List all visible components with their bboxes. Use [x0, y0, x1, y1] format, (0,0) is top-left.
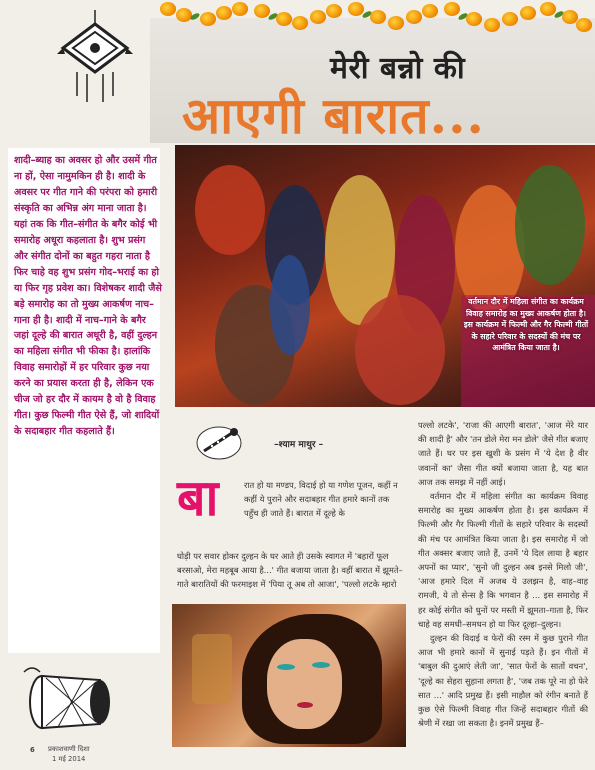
- dholak-icon: [22, 662, 120, 740]
- lantern-icon: [55, 10, 135, 105]
- article-col1-top: रात हो या मण्डप, विदाई हो या गणेश पूजन, कहीं न कहीं ये पुराने और सदाबहार गीत हमारे कानों तक पहुँच ही जाते हैं। बारात में दूल्हे के: [244, 480, 398, 519]
- bride-closeup-photo: [172, 604, 406, 747]
- article-paragraph: पल्लो लटके', 'राजा की आएगी बारात', 'आज मेरे यार की शादी है' और 'तन डोले मेरा मन डोले' जैसे गीत बजाए जाते हैं। घर पर इस खुशी के प्रसंग में 'ये देश है वीर जवानों का' जैसा गीत क्यों बजाया जाता है, यह बात आज तक समझ में नहीं आई।: [418, 420, 588, 487]
- article-paragraph: दुल्हन की विदाई व फेरों की रस्म में कुछ पुराने गीत आज भी हमारे कानों में सुनाई पड़ते हैं। इन गीतों में 'बाबुल की दुआएं लेती जा', 'सात फेरों के सातों वचन', 'दूल्हे का सेहरा सुहाना लगता है', 'जब तक पूरे ना हो फेरे सात ...' आदि प्रमुख हैं। इसी माहौल को रंगीन बनाते हैं कुछ ऐसे फिल्मी विवाह गीत जिन्हें सदाबहार गीतों की श्रेणी में रखा जा सकता है। इनमें प्रमुख हैं–: [418, 633, 588, 729]
- dropcap: बा: [177, 468, 219, 527]
- left-column-text: शादी–ब्याह का अवसर हो और उसमें गीत ना हों, ऐसा नामुमकिन ही है। शादी के अवसर पर गीत गाने की परंपरा को हमारी संस्कृति का अभिन्न अंग माना जाता है। यहां तक कि गीत–संगीत के बगैर कोई भी समारोह अधूरा कहलाता है। शुभ प्रसंग और संगीत दोनों का बहुत गहरा नाता है फिर चाहे वह शुभ प्रसंग गोद–भराई का हो या फिर गृह प्रवेश का। विशेषकर शादी जैसे बड़े समारोह का तो मुख्य आकर्षण नाच–गाना ही है। शादी में नाच–गाने के बगैर जहां दूल्हे की बारात अधूरी है, वहीं दुल्हन का महिला संगीत भी फीका है। हालांकि विवाह समारोहों में हर परिवार कुछ नया करने का प्रयास करता ही है, लेकिन एक चीज जो हर दौर में कायम है वो है विवाह गीत। कुछ फिल्मी गीत ऐसे हैं, जो शादियों के सदाबहार गीत कहलाते हैं।: [14, 155, 162, 438]
- article-paragraph: वर्तमान दौर में महिला संगीत का कार्यक्रम विवाह समारोह का मुख्य आकर्षण होता है। इस कार्यक्रम में फिल्मी और गैर फिल्मी गीतों के सहारे परिवार के सदस्यों की मंच पर आमंत्रित किया जाता है। इस समारोह में जो गीत अक्सर बजाए जाते हैं, उनमें 'ये दिल लाया है बहार अपनों का प्यार', 'सुनो जी दुल्हन अब इनसे मिलो जी', 'आज हमारे दिल में अजब ये उलझन है, वाह–वाह रामजी, ये तो सेन्स है कि भगवान है ... इस समारोह में हर कोई संगीत को धुनों पर मस्ती में झूमता–गाता है, फिर चाहे वह समधी–समधन हो या फिर दूल्हा–दुल्हन।: [418, 491, 588, 629]
- page-number: 6: [30, 746, 35, 754]
- marigold-garland: [150, 0, 595, 40]
- article-col2: [418, 418, 588, 730]
- publication-name: प्रकाशवाणी दिशा: [48, 745, 90, 753]
- photo-caption: वर्तमान दौर में महिला संगीत का कार्यक्रम विवाह समारोह का मुख्य आकर्षण होता है। इस कार्यक्रम में फिल्मी और गैर फिल्मी गीतों के सहारे परिवार के सदस्यों की मंच पर आमंत्रित किया जाता है।: [463, 297, 589, 352]
- issue-date: 1 मई 2014: [52, 755, 86, 763]
- page-title: आएगी बारात...: [182, 86, 485, 145]
- author-block: [194, 425, 404, 460]
- author-name: –श्याम माथुर –: [274, 440, 324, 450]
- subtitle: मेरी बन्नो की: [330, 51, 466, 86]
- article-col1-full: घोड़ी पर सवार होकर दुल्हन के घर आते ही उसके स्वागत में 'बहारों फूल बरसाओ, मेरा महबूब आया है...' गीत बजाया जाता है। वहीं बारात में झूमते–गाते बारातियों की फरमाइश में 'पिया तू अब तो आजा', 'पल्लो लटके म्हारो: [177, 551, 403, 590]
- shehnai-icon: [194, 425, 244, 461]
- wedding-dance-photo: [175, 145, 595, 407]
- page-footer: [30, 744, 180, 766]
